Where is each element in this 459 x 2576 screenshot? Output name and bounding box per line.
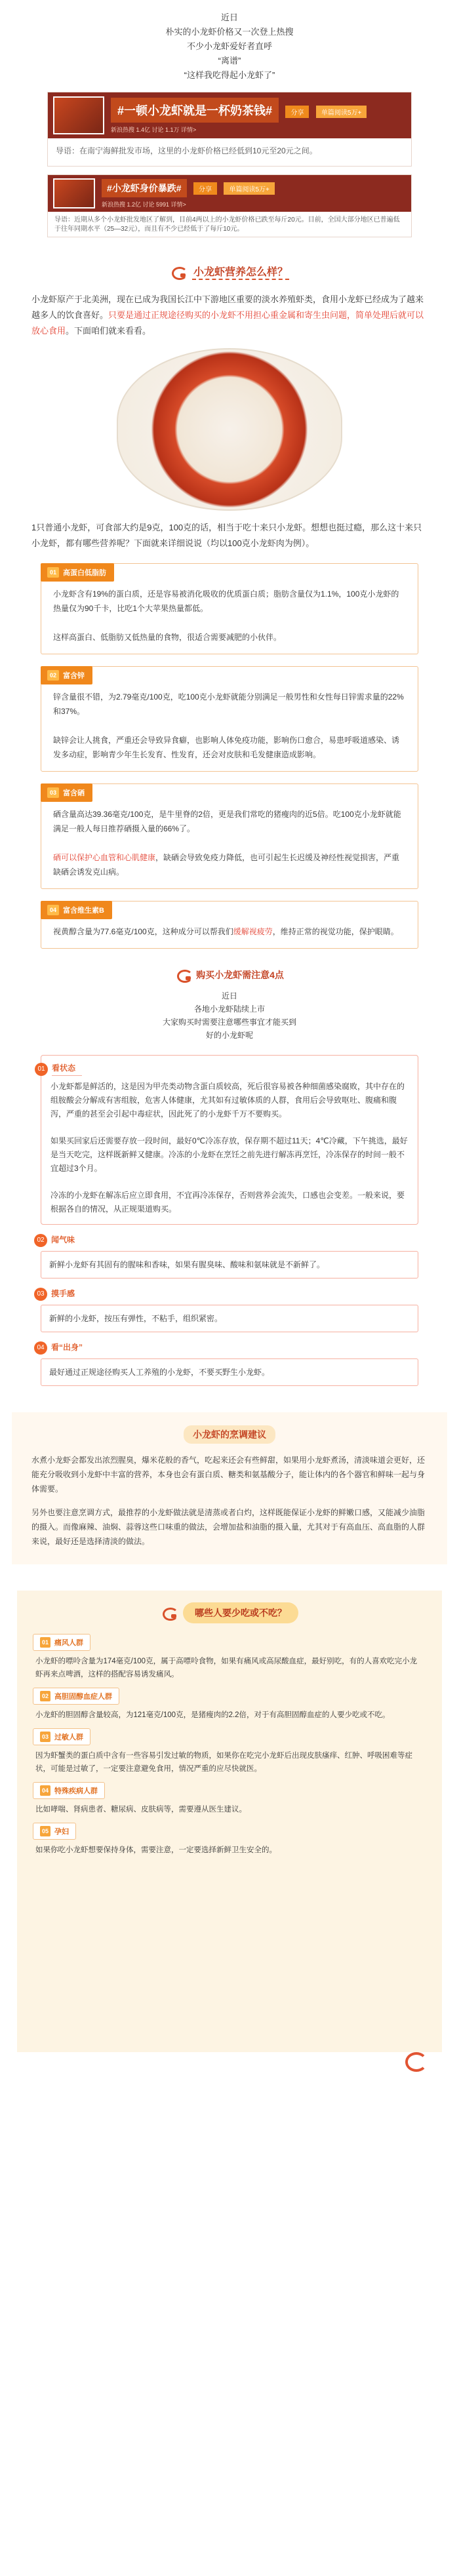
section-heading: 小龙虾营养怎么样？	[0, 264, 459, 280]
share-tag[interactable]: 分享	[285, 106, 309, 118]
nutrition-box: 03 富含硒 硒含量高达39.36毫克/100克，是牛里脊的2倍，更是我们常吃的猪瘦肉的近5倍。吃100克小龙虾就能满足一般人每日推荐硒摄入量的66%了。 硒可以保护心血管和心肌健康，缺硒会导致免疫力降低，也可引起生长迟缓及神经性视觉损害，严重缺硒会诱发克山病。	[41, 783, 418, 889]
trending-summary: 导语：在南宁海鲜批发市场，这里的小龙虾价格已经低到10元至20元之间。	[56, 146, 317, 155]
audience-item: 04 特殊疾病人群 比如哮喘、肾病患者、糖尿病、皮肤病等，需要遵从医生建议。	[33, 1782, 426, 1816]
trending-summary: 导语：近期从多个小龙虾批发地区了解到，目前4两以上的小龙虾价格已跌至每斤20元。目前，全国大部分地区已普遍低于往年同期水平（25—32元），而且有不少已经低于了每斤10元。	[54, 216, 400, 233]
trending-title: #小龙虾身价暴跌#	[102, 179, 187, 197]
intro-line: “离谱”	[218, 56, 241, 66]
nutrition-box: 02 富含锌 锌含量很不错，为2.79毫克/100克，吃100克小龙虾就能分别满足一般男性和女性每日锌需求量的22%和37%。 缺锌会让人挑食，严重还会导致异食癖，也影响人体免疫功能，影响伤口愈合，易患呼吸道感染、诱发多动症，影响青少年生长发育、性发育，还会对皮肤和毛发健康造成影响。	[41, 666, 418, 772]
trending-card[interactable]	[47, 92, 412, 167]
trending-title: #一顿小龙虾就是一杯奶茶钱#	[111, 98, 279, 123]
crayfish-icon	[175, 968, 192, 981]
trending-header	[48, 175, 411, 212]
crayfish-icon	[170, 266, 187, 279]
crayfish-thumbnail	[53, 178, 95, 208]
nutrition-box: 04 富含维生素B 视黄醇含量为77.6毫克/100克，这种成分可以帮我们缓解视疲劳，维持正常的视觉功能，保护眼睛。	[41, 901, 418, 949]
audience-item: 05 孕妇 如果你吃小龙虾想要保持身体，需要注意，一定要选择新鲜卫生安全的。	[33, 1823, 426, 1857]
crayfish-thumbnail	[53, 96, 104, 134]
crayfish-icon	[403, 2050, 429, 2072]
intro-line: “这样我吃得起小龙虾了”	[184, 70, 275, 80]
suggestion-title: 小龙虾的烹调建议	[184, 1425, 275, 1444]
section-heading: 购买小龙虾需注意4点	[0, 968, 459, 981]
paragraph: 小龙虾原产于北美洲，现在已成为我国长江中下游地区重要的淡水养殖虾类，食用小龙虾已经成为了越来越多人的饮食喜好。只要是通过正规途径购买的小龙虾不用担心重金属和寄生虫问题，简单处理后就可以放心食用。下面咱们就来看看。	[31, 294, 424, 336]
trending-card[interactable]	[47, 174, 412, 237]
cooking-suggestion: 小龙虾的烹调建议 水煮小龙虾会都发出浓烈腥臭，爆米花般的香气，吃起来还会有些鲜甜，如果用小龙虾煮汤，清淡味道会更好，还能充分吸收到小龙虾中丰富的营养，本身也会有蛋白质、糖类和氨基酸分子，能让体内的各个器官和鲜味一起与身体需要。 另外也要注意烹调方式，最推荐的小龙虾做法就是清蒸或者白灼，这样既能保证小龙虾的鲜嫩口感，又能减少油脂的摄入。而像麻辣、油焖、蒜蓉这些口味重的做法，会增加盐和油脂的摄入量，尤其对于有高血压、高血脂的人群来说，最好还是选择清淡的做法。	[12, 1412, 447, 1564]
audience-item: 01 痛风人群 小龙虾的嘌呤含量为174毫克/100克，属于高嘌呤食物，如果有痛风或高尿酸血症，最好别吃，有的人喜欢吃完小龙虾再来点啤酒，这样的搭配容易诱发痛风。	[33, 1634, 426, 1681]
trending-meta: 新浪热搜 1.2亿 讨论 5991 详情>	[102, 201, 186, 208]
reads-tag: 单篇阅读5万+	[316, 106, 367, 118]
intro-line: 不少小龙虾爱好者直呼	[186, 41, 272, 51]
trending-header	[48, 92, 411, 138]
intro-block	[0, 0, 459, 83]
buying-tip: 新鲜的小龙虾，按压有弹性，不粘手，组织紧密。	[41, 1305, 418, 1332]
paragraph: 1只普通小龙虾，可食部大约是9克，100克的话，相当于吃十来只小龙虾。想想也挺过瘾，那么这十来只小龙虾，都有哪些营养呢？下面就来详细说说（均以100克小龙虾肉为例）。	[31, 523, 422, 548]
tip-heading: 04 看“出身”	[41, 1341, 459, 1355]
audience-item: 03 过敏人群 因为虾蟹类的蛋白质中含有一些容易引发过敏的物质，如果你在吃完小龙虾后出现皮肤瘙痒、红肿、呼吸困难等症状，可能是过敏了，一定要注意避免食用，情况严重的应尽快就医。	[33, 1728, 426, 1775]
section-intro: 近日 各地小龙虾陆续上市 大家购买时需要注意哪些事宜才能买到 好的小龙虾呢	[162, 991, 296, 1040]
tip-heading: 03 摸手感	[41, 1288, 459, 1301]
trending-meta: 新浪热搜 1.4亿 讨论 1.1万 详情>	[111, 126, 197, 133]
buying-tip: 新鲜小龙虾有其固有的腥味和香味，如果有腥臭味、酸味和氨味就是不新鲜了。	[41, 1251, 418, 1278]
tip-heading: 02 闻气味	[41, 1234, 459, 1247]
intro-line: 朴实的小龙虾价格又一次登上热搜	[165, 27, 294, 37]
nutrition-box: 01 高蛋白低脂肪 小龙虾含有19%的蛋白质，还是容易被消化吸收的优质蛋白质；脂肪含量仅为1.1%，100克小龙虾的热量仅为90千卡，比吃1个大苹果热量都低。 这样高蛋白、低脂肪又低热量的食物，很适合需要减肥的小伙伴。	[41, 563, 418, 654]
buying-tip: 01 看状态 小龙虾都是鲜活的，这是因为甲壳类动物含蛋白质较高，死后很容易被各种细菌感染腐败，其中存在的组胺酸会分解成有害组胺，危害人体健康，尤其如有过敏体质的人群，食用后会导致呕吐、腹痛和腹泻，严重的甚至会引起中毒症状，因此死了的小龙虾千万不要购买。 如果买回家后还需要存放一段时间，最好0℃冷冻存放，保存期不超过11天；4℃冷藏，下午挑选，最好是当天吃完，这样既新鲜又健康。冷冻的小龙虾在烹饪之前先进行解冻再烹饪，冷冻保存的时间一般不宜超过3个月。 冷冻的小龙虾在解冻后应立即食用，不宜再冷冻保存，否则营养会流失，口感也会变差。一般来说，要根据各自的情况，从正规渠道购买。	[41, 1055, 418, 1225]
who-should-avoid	[17, 1591, 442, 2052]
crayfish-plate-photo	[117, 348, 342, 511]
crayfish-icon	[161, 1606, 178, 1619]
reads-tag: 单篇阅读5万+	[224, 182, 274, 195]
audience-item: 02 高胆固醇血症人群 小龙虾的胆固醇含量较高，为121毫克/100克，是猪瘦肉的2.2倍，对于有高胆固醇血症的人要少吃或不吃。	[33, 1688, 426, 1722]
intro-line: 近日	[220, 12, 238, 22]
buying-tip: 最好通过正规途径购买人工养殖的小龙虾，不要买野生小龙虾。	[41, 1358, 418, 1386]
section-heading: 哪些人要少吃或不吃？	[183, 1602, 298, 1623]
share-tag[interactable]: 分享	[193, 182, 217, 195]
